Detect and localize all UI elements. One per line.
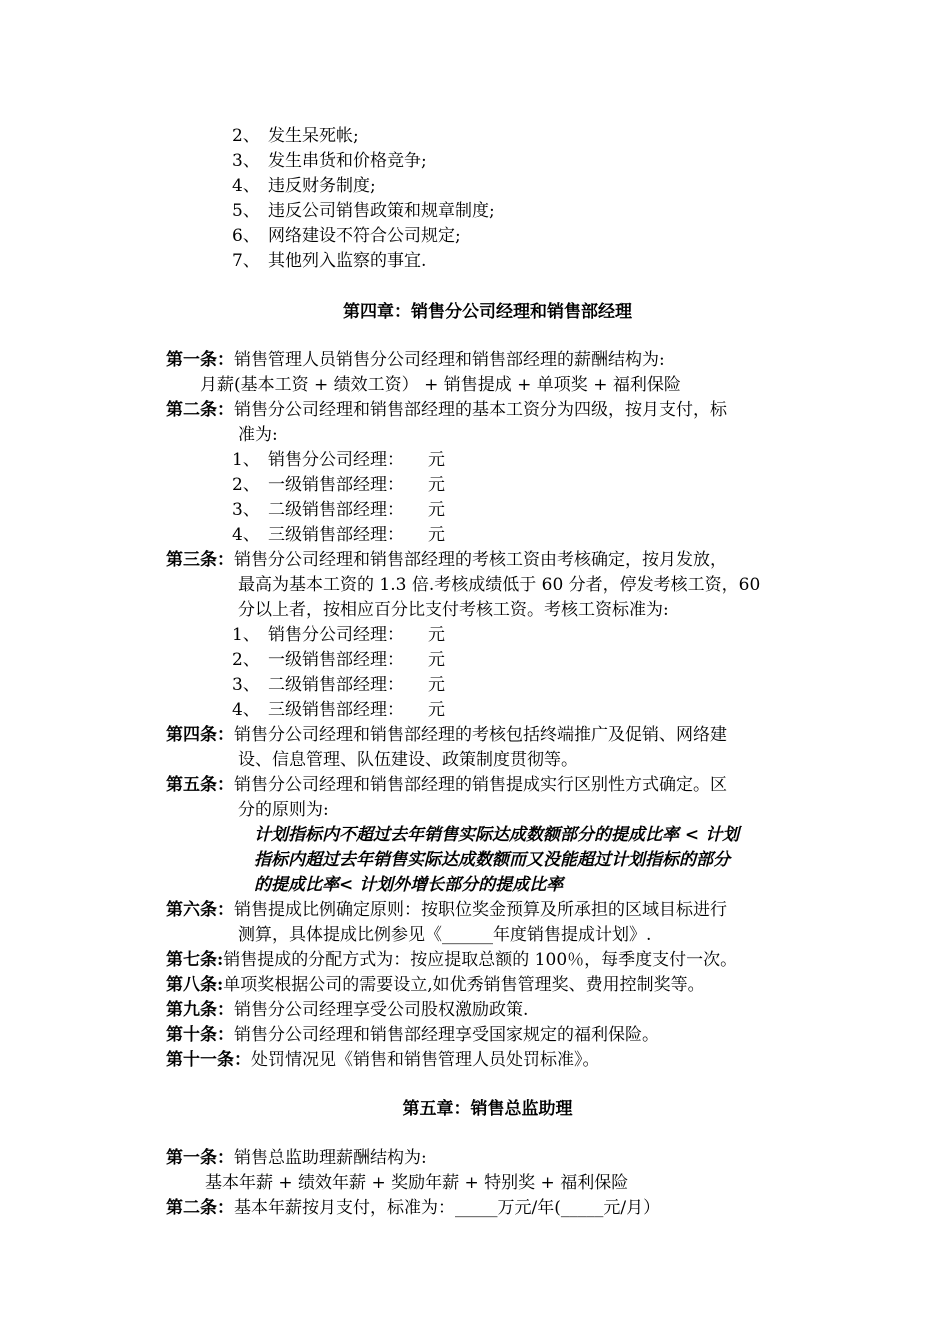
article-1 bbox=[166, 1146, 427, 1171]
list-number: 2、 bbox=[232, 475, 260, 495]
list-text: 违反财务制度; bbox=[268, 176, 376, 196]
list-item bbox=[232, 498, 445, 523]
article-text-continued: 准为: bbox=[238, 425, 278, 445]
article-10 bbox=[166, 1023, 659, 1048]
chapter-heading: 第四章：销售分公司经理和销售部经理 bbox=[343, 302, 632, 322]
list-number: 1、 bbox=[232, 625, 260, 645]
list-number: 3、 bbox=[232, 151, 260, 171]
list-item bbox=[232, 149, 427, 174]
article-label: 第二条： bbox=[166, 1198, 234, 1218]
article-text: 销售分公司经理和销售部经理的基本工资分为四级，按月支付，标 bbox=[234, 400, 727, 420]
article-text: 处罚情况见《销售和销售管理人员处罚标准》。 bbox=[251, 1050, 600, 1070]
list-text: 其他列入监察的事宜. bbox=[268, 251, 427, 271]
chapter-heading: 第五章：销售总监助理 bbox=[402, 1099, 573, 1119]
emphasis-text: 的提成比率< 计划外增长部分的提成比率 bbox=[254, 875, 564, 895]
amount-unit: 元 bbox=[428, 525, 445, 545]
article-2 bbox=[166, 398, 727, 423]
list-number: 4、 bbox=[232, 700, 260, 720]
article-text: 销售分公司经理和销售部经理的考核工资由考核确定，按月发放， bbox=[234, 550, 727, 570]
list-text: 网络建设不符合公司规定; bbox=[268, 226, 461, 246]
amount-unit: 元 bbox=[428, 450, 445, 470]
list-number: 1、 bbox=[232, 450, 260, 470]
list-number: 6、 bbox=[232, 226, 260, 246]
list-item bbox=[232, 174, 376, 199]
article-text-continued: 分以上者，按相应百分比支付考核工资。考核工资标准为: bbox=[238, 600, 669, 620]
amount-unit: 元 bbox=[428, 500, 445, 520]
amount-unit: 元 bbox=[428, 625, 445, 645]
article-text: 销售分公司经理和销售部经理的考核包括终端推广及促销、网络建 bbox=[234, 725, 727, 745]
amount-unit: 元 bbox=[428, 675, 445, 695]
list-number: 4、 bbox=[232, 176, 260, 196]
article-label: 第九条： bbox=[166, 1000, 234, 1020]
article-label: 第一条： bbox=[166, 1148, 234, 1168]
article-2 bbox=[166, 1196, 660, 1221]
article-text: 单项奖根据公司的需要设立,如优秀销售管理奖、费用控制奖等。 bbox=[223, 975, 705, 995]
list-text: 违反公司销售政策和规章制度; bbox=[268, 201, 495, 221]
list-text: 销售分公司经理： bbox=[268, 625, 404, 645]
article-label: 第二条： bbox=[166, 400, 234, 420]
list-number: 2、 bbox=[232, 126, 260, 146]
article-label: 第六条： bbox=[166, 900, 234, 920]
list-item bbox=[232, 199, 495, 224]
salary-formula: 基本年薪 + 绩效年薪 + 奖励年薪 + 特别奖 + 福利保险 bbox=[205, 1173, 629, 1193]
article-text: 销售管理人员销售分公司经理和销售部经理的薪酬结构为: bbox=[234, 350, 665, 370]
article-label: 第五条： bbox=[166, 775, 234, 795]
article-text-continued: 最高为基本工资的 1.3 倍.考核成绩低于 60 分者，停发考核工资，60 bbox=[238, 575, 761, 595]
list-text: 发生串货和价格竞争; bbox=[268, 151, 427, 171]
emphasis-text: 指标内超过去年销售实际达成数额而又没能超过计划指标的部分 bbox=[254, 850, 730, 870]
article-text: 销售提成的分配方式为：按应提取总额的 100％，每季度支付一次。 bbox=[223, 950, 738, 970]
list-item bbox=[232, 448, 445, 473]
list-text: 三级销售部经理： bbox=[268, 525, 404, 545]
article-text-continued: 分的原则为: bbox=[238, 800, 329, 820]
list-item bbox=[232, 623, 445, 648]
salary-formula: 月薪(基本工资 + 绩效工资） + 销售提成 + 单项奖 + 福利保险 bbox=[200, 375, 681, 395]
amount-unit: 元 bbox=[428, 700, 445, 720]
list-number: 4、 bbox=[232, 525, 260, 545]
article-9 bbox=[166, 998, 528, 1023]
list-item bbox=[232, 124, 359, 149]
list-number: 5、 bbox=[232, 201, 260, 221]
article-1 bbox=[166, 348, 665, 373]
list-item bbox=[232, 224, 461, 249]
amount-unit: 元 bbox=[428, 475, 445, 495]
article-label: 第三条： bbox=[166, 550, 234, 570]
list-text: 一级销售部经理： bbox=[268, 475, 404, 495]
list-text: 发生呆死帐; bbox=[268, 126, 359, 146]
article-text: 基本年薪按月支付，标准为：_____万元/年(_____元/月） bbox=[234, 1198, 661, 1218]
article-label: 第十一条： bbox=[166, 1050, 251, 1070]
list-item bbox=[232, 698, 445, 723]
article-text: 销售分公司经理和销售部经理享受国家规定的福利保险。 bbox=[234, 1025, 659, 1045]
list-item bbox=[232, 249, 426, 274]
article-label: 第七条: bbox=[166, 950, 224, 970]
list-text: 三级销售部经理： bbox=[268, 700, 404, 720]
article-7 bbox=[166, 948, 737, 973]
list-number: 3、 bbox=[232, 500, 260, 520]
article-text: 销售分公司经理享受公司股权激励政策. bbox=[234, 1000, 529, 1020]
article-text-continued: 设、信息管理、队伍建设、政策制度贯彻等。 bbox=[238, 750, 578, 770]
article-4 bbox=[166, 723, 727, 748]
article-text: 销售总监助理薪酬结构为: bbox=[234, 1148, 427, 1168]
list-number: 2、 bbox=[232, 650, 260, 670]
article-label: 第四条： bbox=[166, 725, 234, 745]
list-number: 7、 bbox=[232, 251, 260, 271]
article-5 bbox=[166, 773, 727, 798]
list-text: 二级销售部经理： bbox=[268, 675, 404, 695]
list-item bbox=[232, 523, 445, 548]
list-item bbox=[232, 673, 445, 698]
list-text: 二级销售部经理： bbox=[268, 500, 404, 520]
list-item bbox=[232, 473, 445, 498]
article-text: 销售提成比例确定原则：按职位奖金预算及所承担的区域目标进行 bbox=[234, 900, 727, 920]
list-number: 3、 bbox=[232, 675, 260, 695]
amount-unit: 元 bbox=[428, 650, 445, 670]
article-text-continued: 测算，具体提成比例参见《______年度销售提成计划》. bbox=[238, 925, 652, 945]
article-11 bbox=[166, 1048, 600, 1073]
article-label: 第八条: bbox=[166, 975, 224, 995]
article-6 bbox=[166, 898, 727, 923]
emphasis-text: 计划指标内不超过去年销售实际达成数额部分的提成比率 < 计划 bbox=[254, 825, 740, 845]
article-text: 销售分公司经理和销售部经理的销售提成实行区别性方式确定。区 bbox=[234, 775, 727, 795]
article-label: 第一条： bbox=[166, 350, 234, 370]
list-text: 销售分公司经理： bbox=[268, 450, 404, 470]
article-label: 第十条： bbox=[166, 1025, 234, 1045]
article-8 bbox=[166, 973, 705, 998]
article-3 bbox=[166, 548, 727, 573]
list-text: 一级销售部经理： bbox=[268, 650, 404, 670]
list-item bbox=[232, 648, 445, 673]
